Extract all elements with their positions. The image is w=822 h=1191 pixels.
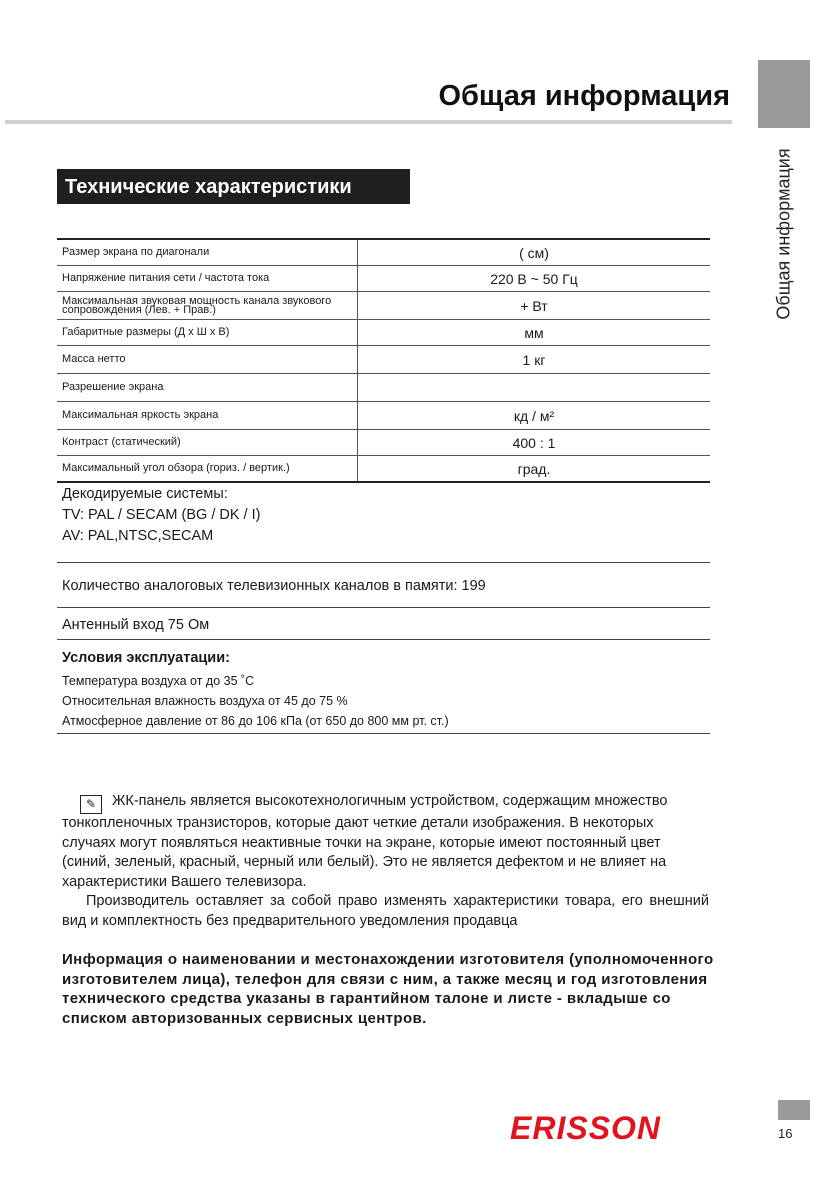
spec-label: Габаритные размеры (Д x Ш x В) <box>57 320 358 346</box>
table-row <box>57 402 710 430</box>
spec-value: 1 кг <box>358 346 711 374</box>
divider <box>57 733 710 734</box>
spec-label: Напряжение питания сети / частота тока <box>57 266 358 292</box>
spec-table <box>57 238 710 483</box>
table-row <box>57 239 710 266</box>
section-heading: Технические характеристики <box>57 169 410 204</box>
divider <box>57 607 710 608</box>
side-section-label-text: Общая информация <box>773 148 794 320</box>
spec-value: град. <box>358 456 711 483</box>
spec-value: + Вт <box>358 292 711 320</box>
divider <box>57 639 710 640</box>
manufacturer-info: Информация о наименовании и местонахождении изготовителя (уполномоченного изготовителем лица), телефон для связи с ним, а также месяц и год изготовления технического средства указаны в гарантийном талоне и листе - вкладыше со списком авторизованных сервисных центров. <box>62 951 714 1027</box>
spec-value: 220 В ~ 50 Гц <box>358 266 711 292</box>
conditions-list <box>62 671 449 731</box>
table-row <box>57 266 710 292</box>
decoding-av: AV: PAL,NTSC,SECAM <box>62 528 214 544</box>
divider <box>57 562 710 563</box>
antenna-input: Антенный вход 75 Ом <box>62 617 210 633</box>
page-title: Общая информация <box>438 80 730 112</box>
disclaimer: Производитель оставляет за собой право изменять характеристики товара, его внешний вид и комплектность без предварительного уведомления продавца <box>62 893 709 929</box>
condition-pressure: Атмосферное давление от 86 до 106 кПа (от 650 до 800 мм рт. ст.) <box>62 714 449 728</box>
side-section-label <box>758 139 810 329</box>
header-divider <box>5 120 732 124</box>
table-row <box>57 456 710 483</box>
spec-value <box>358 374 711 402</box>
spec-value: 400 : 1 <box>358 430 711 456</box>
lcd-note <box>62 792 709 892</box>
page-number: 16 <box>778 1126 793 1141</box>
spec-value: мм <box>358 320 711 346</box>
erisson-logo: ERISSON <box>510 1110 662 1146</box>
spec-label: Максимальная яркость экрана <box>57 402 358 430</box>
condition-humidity: Относительная влажность воздуха от 45 до 75 % <box>62 694 348 708</box>
table-row <box>57 320 710 346</box>
spec-label: Размер экрана по диагонали <box>57 239 358 266</box>
spec-label: Максимальный угол обзора (гориз. / вертик.) <box>57 456 358 483</box>
conditions-title: Условия эксплуатации: <box>62 650 230 666</box>
table-row <box>57 430 710 456</box>
page-tab-marker <box>778 1100 810 1120</box>
table-row <box>57 346 710 374</box>
decoding-title: Декодируемые системы: <box>62 486 228 502</box>
decoding-tv: TV: PAL / SECAM (BG / DK / I) <box>62 507 261 523</box>
spec-label: Контраст (статический) <box>57 430 358 456</box>
channels-count: Количество аналоговых телевизионных каналов в памяти: 199 <box>62 578 486 594</box>
lcd-note-text: ЖК-панель является высокотехнологичным устройством, содержащим множество тонкопленочных транзисторов, которые дают четкие детали изображения. В некоторых случаях могут появляться неактивные точки на экране, которые имеют постоянный цвет (синий, зеленый, красный, черный или белый). Это не является дефектом и не влияет на характеристики Вашего телевизора. <box>62 793 668 890</box>
spec-label: Максимальная звуковая мощность канала звукового сопровождения (Лев. + Прав.) <box>57 292 358 320</box>
spec-value: ( см) <box>358 239 711 266</box>
side-tab-marker <box>758 60 810 128</box>
table-row <box>57 374 710 402</box>
spec-value: кд / м² <box>358 402 711 430</box>
spec-label: Разрешение экрана <box>57 374 358 402</box>
decoding-systems <box>62 484 260 547</box>
table-row <box>57 292 710 320</box>
spec-label: Масса нетто <box>57 346 358 374</box>
condition-temperature: Температура воздуха от до 35 ˚С <box>62 674 255 688</box>
pencil-note-icon: ✎ <box>80 795 102 814</box>
